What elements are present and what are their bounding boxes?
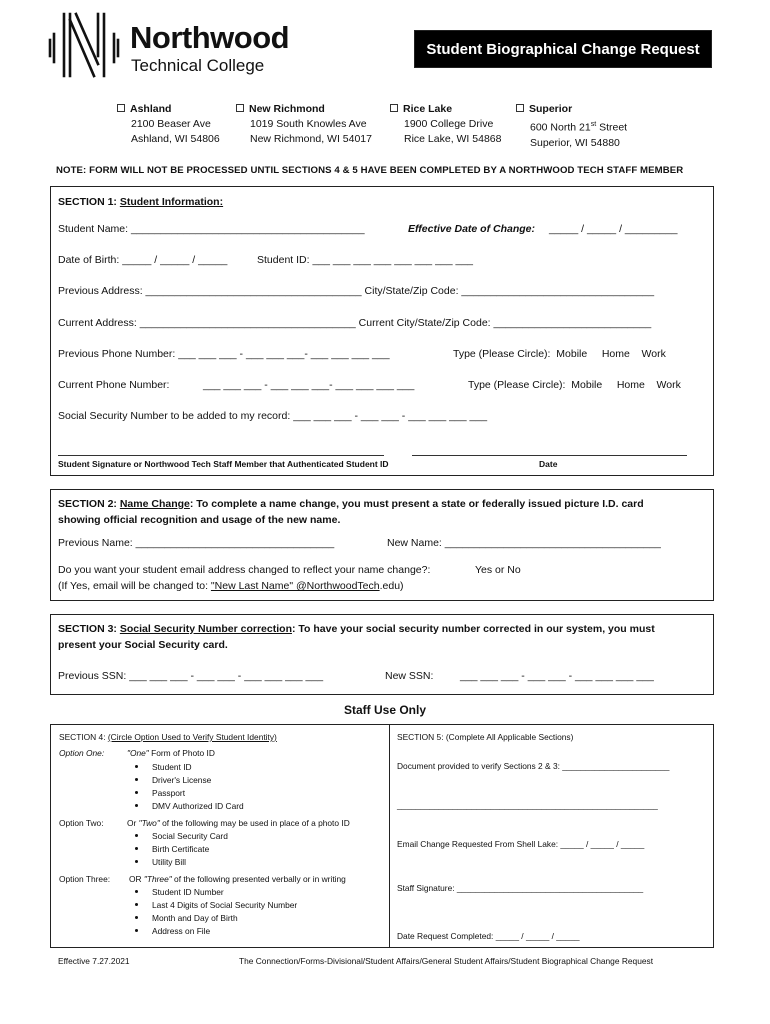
option-three-desc: OR "Three" of the following presented verbally or in writing xyxy=(129,874,346,884)
current-phone-type[interactable]: Type (Please Circle): Mobile Home Work xyxy=(468,379,681,391)
signature-date-line[interactable] xyxy=(412,455,687,456)
current-phone-field[interactable]: ___ ___ ___ - ___ ___ ___- ___ ___ ___ ___ xyxy=(203,379,415,391)
list-item: Utility Bill xyxy=(135,857,186,867)
student-id-field[interactable]: Student ID: ___ ___ ___ ___ ___ ___ ___ ___ xyxy=(257,254,474,266)
option-one-label[interactable]: Option One: xyxy=(59,748,105,758)
new-ssn-label: New SSN: xyxy=(385,670,434,682)
signature-date-label: Date xyxy=(539,459,558,469)
section-2-heading-line2: showing official recognition and usage of the new name. xyxy=(58,514,341,526)
ssn-record-field[interactable]: Social Security Number to be added to my record: ___ ___ ___ - ___ ___ - ___ ___ ___ ___ xyxy=(58,410,488,422)
current-address-field[interactable]: Current Address: _____________________________________ Current City/State/Zip Code: ___________________________ xyxy=(58,317,652,329)
previous-phone-field[interactable]: Previous Phone Number: ___ ___ ___ - ___ ___ ___- ___ ___ ___ ___ xyxy=(58,348,390,360)
option-two-desc: Or "Two" of the following may be used in place of a photo ID xyxy=(127,818,350,828)
checkbox-ashland[interactable] xyxy=(117,104,125,112)
section-3-heading: SECTION 3: Social Security Number correction: To have your social security number corrected in our system, you must xyxy=(58,623,655,635)
email-change-yes-no[interactable]: Yes or No xyxy=(475,564,521,576)
list-item: Driver's License xyxy=(135,775,211,785)
effective-date-label: Effective Date of Change: xyxy=(408,223,535,235)
list-item: Social Security Card xyxy=(135,831,228,841)
student-name-field[interactable]: Student Name: ________________________________________ xyxy=(58,223,365,235)
signature-line[interactable] xyxy=(58,455,384,456)
staff-signature-field[interactable]: Staff Signature: ________________________________________ xyxy=(397,883,644,893)
section-4-heading: SECTION 4: (Circle Option Used to Verify Student Identity) xyxy=(59,732,277,742)
previous-address-field[interactable]: Previous Address: _____________________________________ City/State/Zip Code: _________________________________ xyxy=(58,285,655,297)
effective-date-field[interactable]: _____ / _____ / _________ xyxy=(549,223,678,235)
current-phone-label: Current Phone Number: xyxy=(58,379,170,391)
new-ssn-field[interactable]: ___ ___ ___ - ___ ___ - ___ ___ ___ ___ xyxy=(460,670,654,682)
list-item: Address on File xyxy=(135,926,210,936)
campus-ashland: Ashland 2100 Beaser Ave Ashland, WI 54806 xyxy=(117,102,220,147)
list-item: DMV Authorized ID Card xyxy=(135,801,244,811)
list-item: Last 4 Digits of Social Security Number xyxy=(135,900,297,910)
signature-label: Student Signature or Northwood Tech Staff Member that Authenticated Student ID xyxy=(58,459,389,469)
staff-use-title: Staff Use Only xyxy=(343,703,427,717)
list-item: Student ID Number xyxy=(135,887,224,897)
checkbox-new-richmond[interactable] xyxy=(236,104,244,112)
footer-path: The Connection/Forms-Divisional/Student Affairs/General Student Affairs/Student Biographical Change Request xyxy=(239,956,654,966)
date-completed-field[interactable]: Date Request Completed: _____ / _____ / _____ xyxy=(397,931,580,941)
section-3-ssn-correction xyxy=(50,614,714,695)
section-5-heading: SECTION 5: (Complete All Applicable Sections) xyxy=(397,732,574,742)
footer-effective-date: Effective 7.27.2021 xyxy=(58,956,130,966)
option-three-label[interactable]: Option Three: xyxy=(59,874,111,884)
document-provided-line[interactable]: ________________________________________________________ xyxy=(397,800,658,810)
form-title: Student Biographical Change Request xyxy=(414,30,712,68)
college-name: Northwood xyxy=(130,20,290,55)
checkbox-rice-lake[interactable] xyxy=(390,104,398,112)
section-2-heading: SECTION 2: Name Change: To complete a name change, you must present a state or federally issued picture I.D. card xyxy=(58,498,644,510)
northwood-mark-icon xyxy=(48,12,124,84)
previous-phone-type[interactable]: Type (Please Circle): Mobile Home Work xyxy=(453,348,666,360)
checkbox-superior[interactable] xyxy=(516,104,524,112)
section-3-heading-line2: present your Social Security card. xyxy=(58,639,228,651)
section-1-heading: SECTION 1: Student Information: xyxy=(58,196,224,208)
email-change-question: Do you want your student email address changed to reflect your name change?: xyxy=(58,564,431,576)
processing-note: NOTE: FORM WILL NOT BE PROCESSED UNTIL SECTIONS 4 & 5 HAVE BEEN COMPLETED BY A NORTHWOOD TECH STAFF MEMBER xyxy=(56,165,684,176)
list-item: Passport xyxy=(135,788,185,798)
section-1-student-information xyxy=(50,186,714,476)
college-logo xyxy=(48,12,308,84)
list-item: Birth Certificate xyxy=(135,844,209,854)
list-item: Student ID xyxy=(135,762,192,772)
email-change-note: (If Yes, email will be changed to: "New Last Name" @NorthwoodTech.edu) xyxy=(58,580,404,592)
campus-rice-lake: Rice Lake 1900 College Drive Rice Lake, WI 54868 xyxy=(390,102,501,147)
document-provided-field[interactable]: Document provided to verify Sections 2 & 3: _______________________ xyxy=(397,761,670,771)
campus-superior: Superior 600 North 21st Street Superior, WI 54880 xyxy=(516,102,627,151)
list-item: Month and Day of Birth xyxy=(135,913,238,923)
previous-ssn-field[interactable]: Previous SSN: ___ ___ ___ - ___ ___ - ___ ___ ___ ___ xyxy=(58,670,324,682)
option-two-label[interactable]: Option Two: xyxy=(59,818,104,828)
option-one-desc: "One" Form of Photo ID xyxy=(127,748,215,758)
email-change-requested-field[interactable]: Email Change Requested From Shell Lake: _____ / _____ / _____ xyxy=(397,839,645,849)
dob-field[interactable]: Date of Birth: _____ / _____ / _____ xyxy=(58,254,228,266)
section-2-name-change xyxy=(50,489,714,601)
previous-name-field[interactable]: Previous Name: __________________________________ xyxy=(58,537,335,549)
campus-new-richmond: New Richmond 1019 South Knowles Ave New Richmond, WI 54017 xyxy=(236,102,372,147)
staff-use-table xyxy=(50,724,714,948)
college-subtitle: Technical College xyxy=(131,56,265,75)
new-name-field[interactable]: New Name: _____________________________________ xyxy=(387,537,661,549)
